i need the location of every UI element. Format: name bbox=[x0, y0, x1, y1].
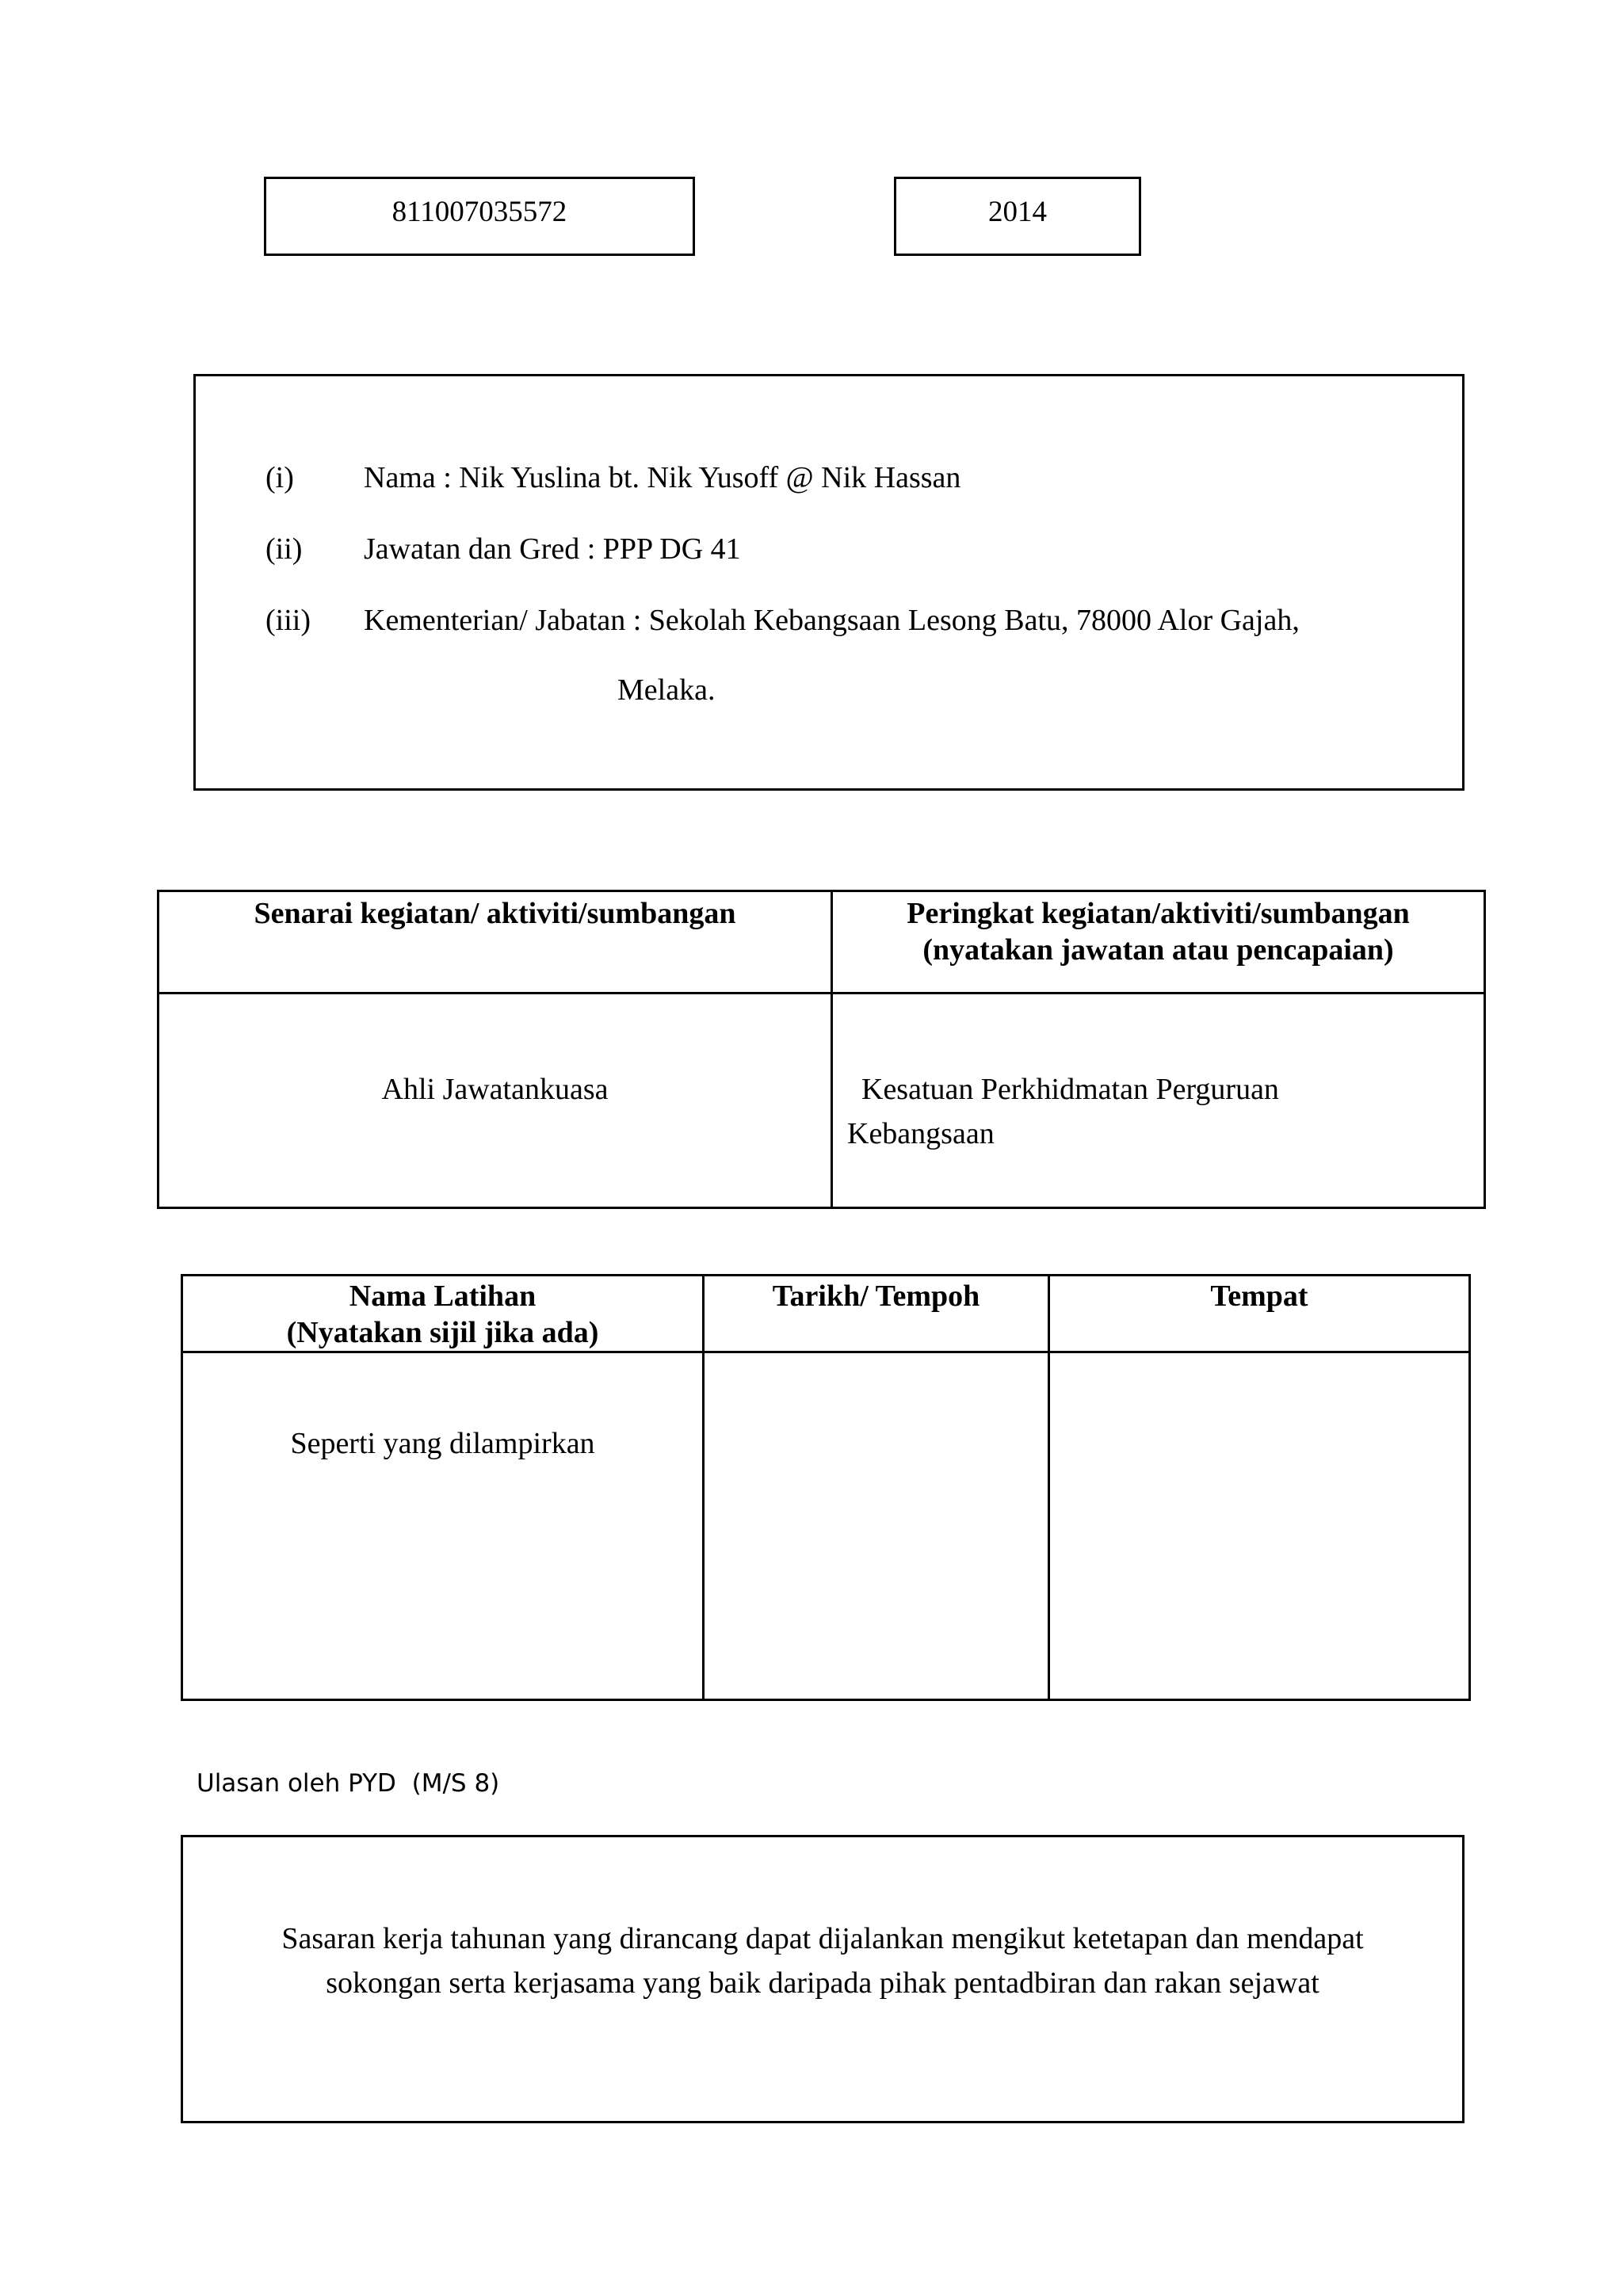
review-label: Ulasan oleh PYD (M/S 8) bbox=[197, 1769, 500, 1798]
level-line1: Kesatuan Perkhidmatan Perguruan bbox=[861, 1073, 1279, 1106]
personal-info-box bbox=[193, 374, 1465, 791]
header-text-line1: Nama Latihan bbox=[349, 1280, 537, 1313]
info-row-text: Jawatan dan Gred : PPP DG 41 bbox=[364, 532, 741, 566]
header-text-line2: (nyatakan jawatan atau pencapaian) bbox=[922, 933, 1394, 967]
info-row-number: (ii) bbox=[265, 532, 303, 566]
column-header-activity-list bbox=[158, 891, 832, 994]
info-continuation-text: Melaka. bbox=[617, 673, 716, 707]
info-row-text: Nama : Nik Yuslina bt. Nik Yusoff @ Nik Hassan bbox=[364, 461, 961, 494]
training-name-text: Seperti yang dilampirkan bbox=[290, 1427, 595, 1460]
info-row-number: (iii) bbox=[265, 604, 311, 637]
review-text bbox=[183, 1917, 1462, 2005]
review-text-line2: sokongan serta kerjasama yang baik daripada pihak pentadbiran dan rakan sejawat bbox=[326, 1966, 1319, 2000]
activity-level-text bbox=[833, 1067, 1484, 1156]
column-header-date bbox=[704, 1276, 1049, 1352]
ic-number-box bbox=[264, 177, 695, 256]
training-place-cell bbox=[1049, 1352, 1470, 1700]
training-date-cell bbox=[704, 1352, 1049, 1700]
info-row-number: (i) bbox=[265, 461, 294, 494]
year-box bbox=[894, 177, 1141, 256]
training-name-cell bbox=[182, 1352, 704, 1700]
table-row bbox=[158, 994, 1485, 1208]
training-table bbox=[181, 1274, 1471, 1701]
activity-table bbox=[157, 890, 1486, 1209]
ic-number: 811007035572 bbox=[391, 196, 567, 228]
info-row-text: Kementerian/ Jabatan : Sekolah Kebangsaan Lesong Batu, 78000 Alor Gajah, bbox=[364, 604, 1300, 637]
column-header-training-name bbox=[182, 1276, 704, 1352]
table-row bbox=[182, 1352, 1470, 1700]
review-box bbox=[181, 1835, 1465, 2123]
level-line2: Kebangsaan bbox=[847, 1117, 995, 1150]
activity-cell bbox=[158, 994, 832, 1208]
header-text: Tempat bbox=[1210, 1280, 1308, 1313]
header-text: Tarikh/ Tempoh bbox=[772, 1280, 980, 1313]
activity-text: Ahli Jawatankuasa bbox=[381, 1073, 609, 1106]
column-header-activity-level bbox=[832, 891, 1485, 994]
table-header-row bbox=[158, 891, 1485, 994]
table-header-row bbox=[182, 1276, 1470, 1352]
review-text-line1: Sasaran kerja tahunan yang dirancang dapat dijalankan mengikut ketetapan dan mendapat bbox=[281, 1922, 1364, 1955]
header-text-line2: (Nyatakan sijil jika ada) bbox=[286, 1316, 599, 1349]
column-header-place bbox=[1049, 1276, 1470, 1352]
year: 2014 bbox=[988, 196, 1047, 228]
header-text-line1: Peringkat kegiatan/aktiviti/sumbangan bbox=[907, 897, 1410, 930]
header-text: Senarai kegiatan/ aktiviti/sumbangan bbox=[254, 897, 736, 930]
activity-level-cell bbox=[832, 994, 1485, 1208]
